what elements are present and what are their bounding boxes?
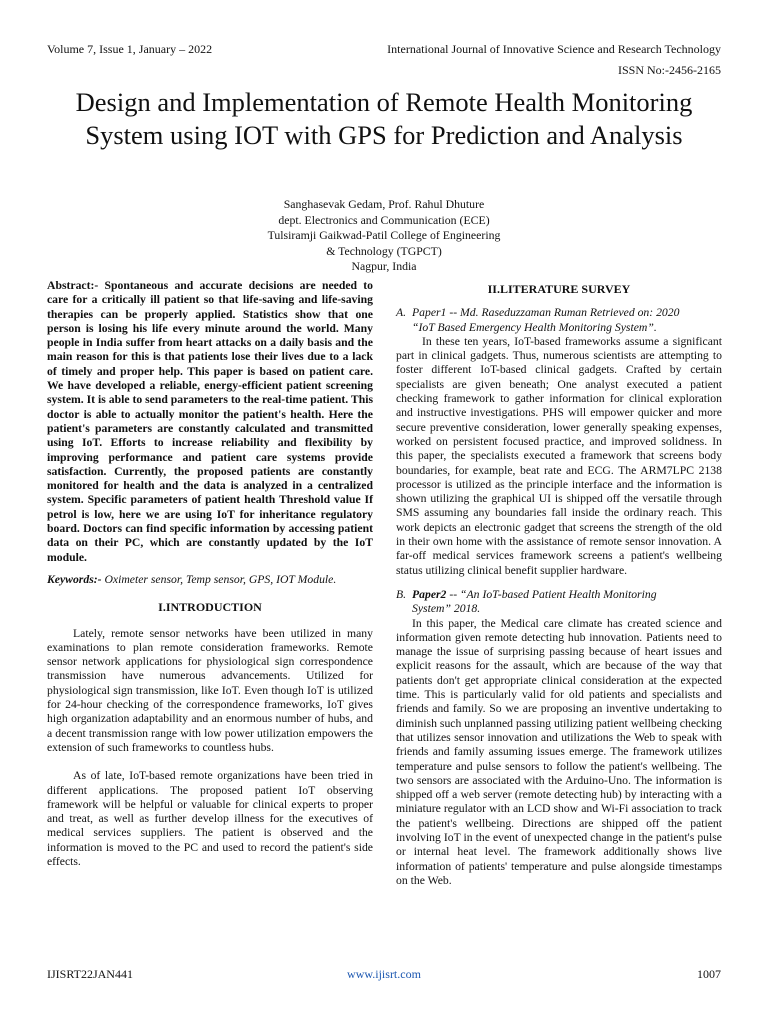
journal-volume: Volume 7, Issue 1, January – 2022 [47,42,213,56]
left-column [47,279,373,869]
introduction-paragraph-2: As of late, IoT-based remote organizations have been tried in different applications. The proposed patient IoT observing framework will be helpful or valuable for clinical experts to proper and treat, as well as further develop illness for the executives of medical services suppliers. The patient is observed and the information is moved to the PC and used to record the patient's side effects. [47,769,373,868]
footer-website-link[interactable]: www.ijisrt.com [347,967,421,981]
paper-title: Design and Implementation of Remote Health Monitoring System using IOT with GPS for Prediction and Analysis [75,87,693,150]
right-column [396,279,722,888]
introduction-heading: I.INTRODUCTION [158,600,262,615]
paper2-label: Paper2 [412,587,447,601]
paper2-line1: -- “An IoT-based Patient Health Monitoring [446,587,657,601]
author-names: Sanghasevak Gedam, Prof. Rahul Dhuture [283,197,485,211]
keywords-label: Keywords:- [47,572,102,586]
paper1-letter: A. [396,306,407,320]
paper1-text: In these ten years, IoT-based frameworks assume a significant part in clinical gadgets. Thus, numerous scientists are attempting to foster different IoT-based clinical gadgets. Crafted by certain specialists are given beneath; One analyst executed a patient checking framework to gather information for clinical exploration and instructive investigations. PHS will empower quicker and more secure preventive consideration, lower generally speaking expenses, worked on persistent focused practice, and improved solidness. In this paper, the specialists executed a framework that screens body boundaries, for example, beat rate and ECG. The ARM7LPC 2138 processor is utilized as the principle interface and the information is shown utilizing the graphical UI is shipped off the versatile through SMS assuming any boundaries fall inside the ordinary reach. This work depicts an electronic gadget that screens the strength of the old in their own home with the assistance of remote sensor innovation. A far-off medical services framework screens a patient's wellbeing status utilizing clinical benefit supplier hardware. [396,334,722,577]
abstract-label: Abstract:- [47,279,99,292]
author-dept: dept. Electronics and Communication (ECE) [278,212,490,227]
footer-page-number: 1007 [697,967,721,981]
author-college-line1: Tulsiramji Gaikwad-Patil College of Engineering [267,228,501,242]
footer-paper-code: IJISRT22JAN441 [47,967,133,981]
paper2-heading [396,588,722,617]
author-college-line2: & Technology (TGPCT) [326,243,442,258]
paper1-line2: “IoT Based Emergency Health Monitoring System”. [412,320,657,334]
paper2-letter: B. [396,587,407,601]
keywords [47,573,373,587]
abstract [47,279,373,565]
issn-number: ISSN No:-2456-2165 [617,63,721,77]
abstract-text: Spontaneous and accurate decisions are needed to care for a critically ill patient so that life-saving and life-saving therapies can be properly applied. Statistics show that one person is losing his life every minute around the world. Many people in India suffer from heart attacks on a daily basis and the main reason for this is that patients lose their lives due to a lack of timely and proper help. This paper is based on patient care. We have developed a reliable, energy-efficient patient screening system. It is able to send parameters to the real-time patient. This doctor is able to actually monitor the patient's health. Here the patient's parameters are constantly calculated and transmitted using IoT. Efforts to increase reliability and flexibility by improving performance and patient care systems provide satisfaction. Currently, the proposed patients are constantly monitored for health and the data is analyzed in a centralized system. Specific parameters of patient health Threshold value If petrol is low, here we are using IoT for inheritance regulatory board. Doctors can find specific information by accessing patient data on their PC, which are constantly updated by the IoT module. [47,279,373,564]
paper2-text: In this paper, the Medical care climate has created science and information given remote detecting hub innovation. Patients need to manage the issue of surprising passing because of heart issues and explicit reasons for the assault, which are because of the way that patients don't get appropriate clinical consideration at the expected time. This is particularly valid for old patients and specialists and friends and family. So we are proposing an inventive undertaking to diminish such unplanned passing utilizing patient wellbeing checking that utilizes sensor innovation and utilizations the Web to speak with friends and family assuming issues emerge. The framework utilizes temperature and pulse sensors to follow the patient's wellbeing. The two sensors are associated with the Arduino-Uno. The information is shipped off a web server (remote detecting hub) by interacting with a miniature regulator with an LCD show and Wi-Fi association to track the patient's wellbeing. Directions are shipped off the patient involving IoT in the event of unexpected change in the patient's pulse or internal heat level. The framework additionally shows live information of patients' temperature and pulse alongside timestamps on the Web. [396,616,722,887]
journal-name: International Journal of Innovative Science and Research Technology [387,42,721,56]
paper1-heading [396,306,722,335]
author-block [184,197,584,275]
introduction-paragraph-1: Lately, remote sensor networks have been utilized in many examinations to plan remote consideration frameworks. Remote sensor network applications for physiological sign correspondence transmission have numerous advancements. Utilized for physiological sign transmission, like IoT. Even though IoT is utilized for 24-hour checking of the correspondence frameworks, IoT gives high organization adaptability and an enormous number of hubs, and a decent transmission range with low power utilization empowers the extension of such frameworks to countless hubs. [47,626,373,754]
author-city: Nagpur, India [351,259,417,273]
keywords-text: Oximeter sensor, Temp sensor, GPS, IOT Module. [101,572,337,586]
paper2-line2: System” 2018. [412,602,481,616]
paper1-line1: Paper1 -- Md. Raseduzzaman Ruman Retrieved on: 2020 [412,306,680,320]
literature-heading: II.LITERATURE SURVEY [487,282,631,296]
